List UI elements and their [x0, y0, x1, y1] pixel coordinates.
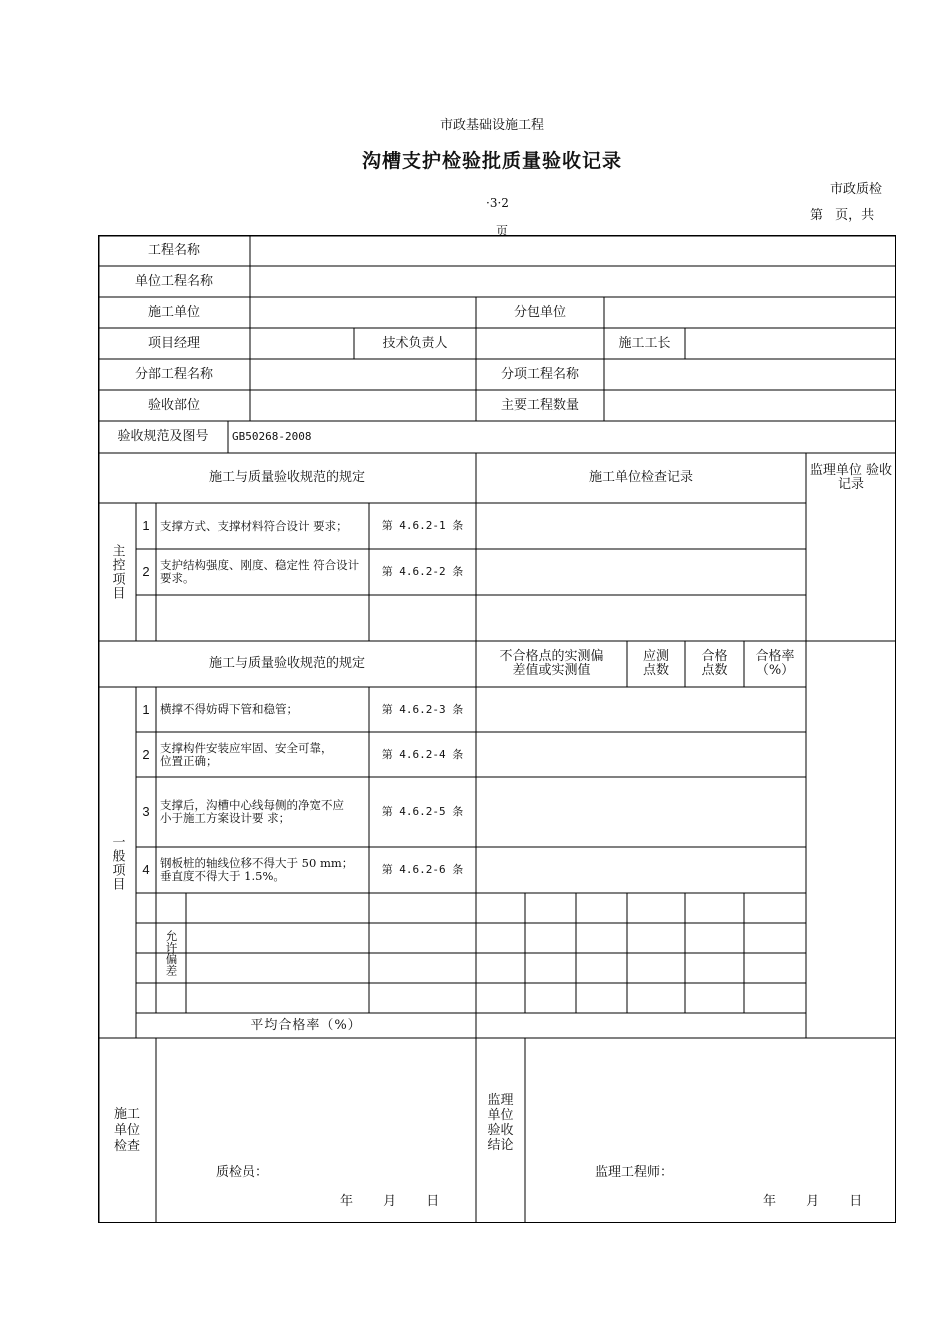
division-label: 分部工程名称	[134, 366, 213, 382]
supervision-date: 年 月 日	[763, 1194, 863, 1209]
supervision-record-header: 监理单位 验收记录	[809, 463, 893, 492]
construction-date: 年 月 日	[340, 1194, 440, 1209]
general-supervision-record[interactable]	[806, 641, 896, 1038]
general-item-4-no: 4	[142, 862, 150, 877]
page-suffix: 页	[496, 224, 509, 238]
main-item-1-text: 支撑方式、支撑材料符合设计 要求；	[160, 518, 348, 533]
main-items-label-text: 主控项目	[109, 544, 125, 600]
avg-pass-rate-value[interactable]	[476, 1013, 806, 1038]
general-spec-header: 施工与质量验收规范的规定	[208, 656, 365, 671]
foreman-field[interactable]	[685, 328, 896, 359]
general-item-2-clause: 第 4.6.2-4 条	[381, 747, 464, 761]
avg-pass-rate-label: 平均合格率（%）	[250, 1017, 362, 1033]
main-supervision-record[interactable]	[806, 503, 896, 641]
general-item-3-record[interactable]	[476, 777, 806, 847]
inspector-label: 质检员：	[216, 1165, 269, 1180]
allowed-deviation-text: 允许偏差	[164, 930, 179, 976]
construction-check-label	[98, 1038, 156, 1223]
main-item-2-text: 支护结构强度、刚度、稳定性 符合设计要求。	[160, 558, 360, 585]
general-item-2-no: 2	[142, 746, 150, 762]
main-item-2-clause: 第 4.6.2-2 条	[381, 565, 464, 578]
main-item-1-no: 1	[142, 518, 150, 533]
tech-lead-label: 技术负责人	[382, 335, 448, 351]
should-measure-header: 应测点数	[642, 649, 669, 678]
construction-unit-field[interactable]	[250, 297, 476, 328]
subitem-field[interactable]	[604, 359, 896, 390]
general-item-1-clause: 第 4.6.2-3 条	[381, 702, 464, 716]
project-name-field[interactable]	[250, 235, 896, 266]
main-item-1-clause: 第 4.6.2-1 条	[381, 519, 464, 532]
document-category: 市政基础设施工程	[440, 118, 545, 133]
general-item-3-no: 3	[142, 804, 150, 819]
general-item-2-record[interactable]	[476, 732, 806, 777]
general-item-3-text: 支撑后，沟槽中心线每侧的净宽不应小于施工方案设计要 求；	[160, 798, 344, 825]
construction-check-text: 施工单位检查	[113, 1106, 140, 1154]
project-manager-field[interactable]	[250, 328, 354, 359]
general-item-1-record[interactable]	[476, 687, 806, 732]
location-field[interactable]	[250, 390, 476, 421]
general-items-label	[98, 687, 136, 1038]
unit-project-label: 单位工程名称	[134, 273, 213, 289]
engineer-label: 监理工程师：	[595, 1165, 674, 1180]
main-item-2-no: 2	[142, 564, 150, 579]
tech-lead-field[interactable]	[476, 328, 604, 359]
general-items-label-text: 一般项目	[109, 834, 125, 891]
qualified-points-header: 合格点数	[701, 649, 728, 678]
general-item-1-text: 横撑不得妨碍下管和稳管；	[160, 702, 298, 716]
allowed-deviation-label	[156, 893, 186, 1013]
division-field[interactable]	[250, 359, 476, 390]
foreman-label: 施工工长	[618, 335, 671, 351]
standard-value: GB50268-2008	[232, 430, 312, 443]
general-item-3-clause: 第 4.6.2-5 条	[381, 805, 464, 818]
project-name-label: 工程名称	[147, 242, 200, 258]
general-item-1-no: 1	[142, 701, 150, 717]
general-item-4-clause: 第 4.6.2-6 条	[381, 863, 464, 876]
inspection-form	[98, 235, 896, 1223]
spec-header: 施工与质量验收规范的规定	[208, 470, 365, 485]
standard-label: 验收规范及图号	[117, 429, 209, 444]
document-title: 沟槽支护检验批质量验收记录	[362, 150, 623, 172]
deviation-header: 不合格点的实测偏差值或实测值	[499, 649, 604, 678]
subcontract-unit-field[interactable]	[604, 297, 896, 328]
main-items-label	[98, 503, 136, 641]
construction-record-header: 施工单位检查记录	[588, 470, 693, 485]
main-item-1-record[interactable]	[476, 503, 806, 549]
quantity-label: 主要工程数量	[500, 397, 579, 413]
quantity-field[interactable]	[604, 390, 896, 421]
unit-project-field[interactable]	[250, 266, 896, 297]
project-manager-label: 项目经理	[147, 335, 200, 351]
main-item-2-record[interactable]	[476, 549, 806, 595]
supervision-conclusion-text: 监理单位验收结论	[487, 1093, 514, 1153]
code-label: 市政质检	[830, 182, 883, 197]
pass-rate-header: 合格率（%）	[755, 649, 795, 678]
subitem-label: 分项工程名称	[500, 366, 579, 382]
construction-unit-label: 施工单位	[147, 304, 200, 320]
supervision-conclusion-label	[476, 1038, 525, 1223]
general-item-4-record[interactable]	[476, 847, 806, 893]
general-item-4-text: 钢板桩的轴线位移不得大于 50 mm；垂直度不得大于 1.5%。	[160, 856, 354, 883]
subcontract-unit-label: 分包单位	[513, 304, 566, 320]
location-label: 验收部位	[147, 397, 200, 413]
code-number: ·3·2	[486, 196, 509, 210]
general-item-2-text: 支撑构件安装应牢固、安全可靠，位置正确；	[160, 740, 333, 768]
page-label: 第 页，共	[810, 208, 875, 223]
